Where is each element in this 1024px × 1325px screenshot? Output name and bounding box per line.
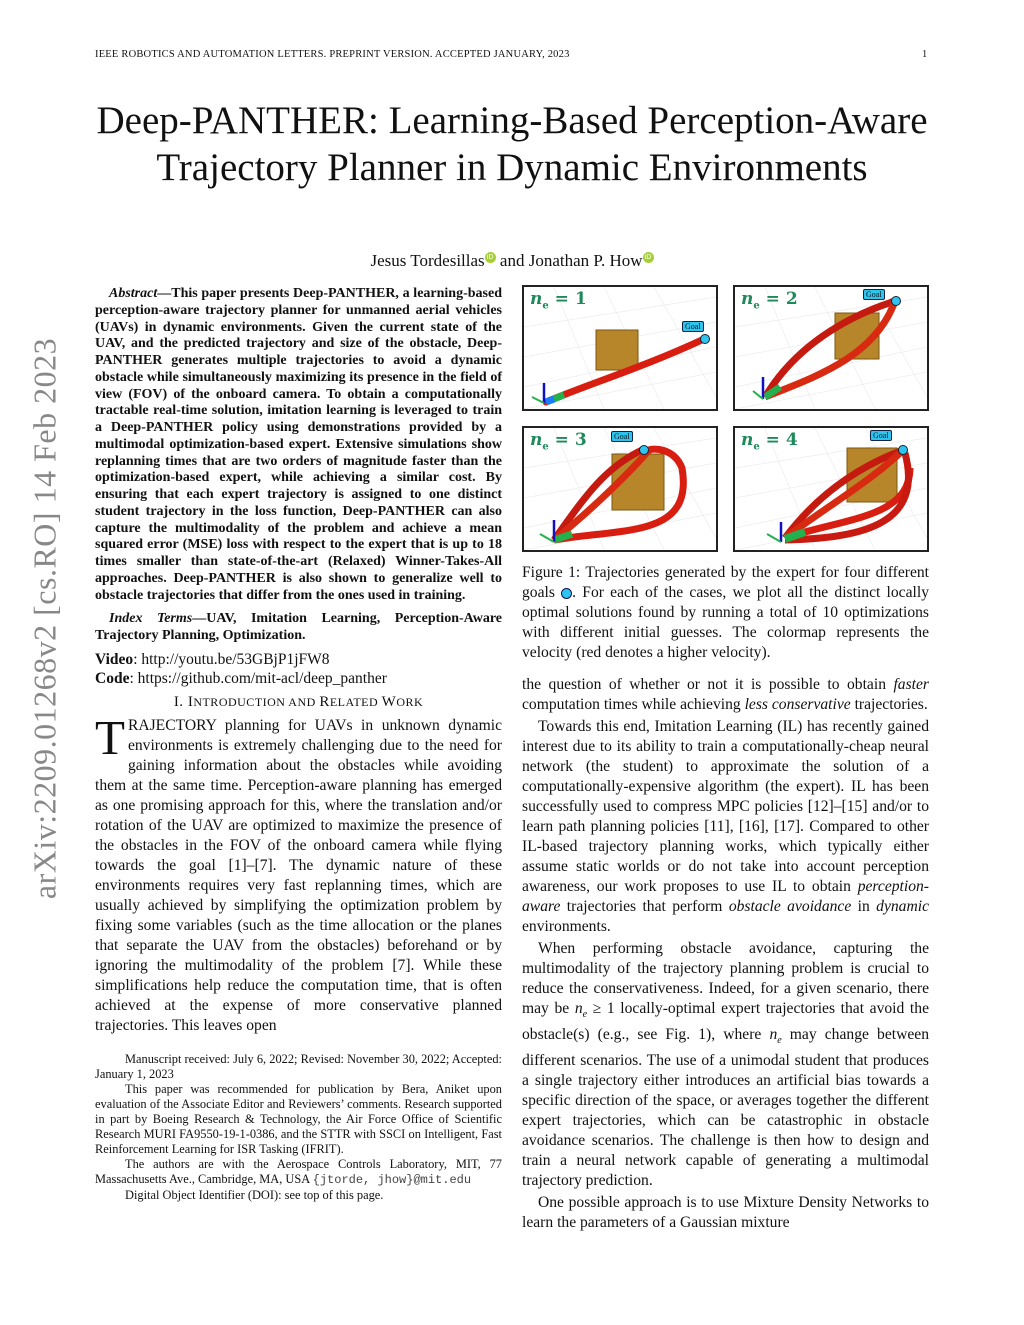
section-title-part: I xyxy=(187,693,194,710)
footnote-received: Manuscript received: July 6, 2022; Revised: November 30, 2022; Accepted: January 1, 2023 xyxy=(95,1051,502,1081)
ne-value: = 2 xyxy=(759,289,798,309)
ne-subscript: e xyxy=(542,441,549,453)
text: One possible approach is to use Mixture Density Networks to learn the parameters of a Gaussian mixture xyxy=(522,1194,929,1232)
ne-label xyxy=(530,430,587,452)
ne-label xyxy=(741,430,798,452)
goal-marker xyxy=(640,446,649,455)
emphasis: less conservative xyxy=(744,696,851,713)
figure-panel-2 xyxy=(733,285,929,411)
section-heading xyxy=(95,693,502,712)
footnotes xyxy=(95,1052,502,1203)
abstract-text: —This paper presents Deep-PANTHER, a learning-based perception-aware trajectory planner for unmanned aerial vehicles (UAVs) in dynamic environments. Given the current state of the UAV, and the predicted trajectory and size of the obstacle, Deep-PANTHER generates multiple trajectories to avoid a dynamic obstacle while simultaneously maximizing its presence in the field of view (FOV) of the onboard camera. To obtain a computationally tractable real-time solution, imitation learning is leveraged to train a Deep-PANTHER policy using demonstrations provided by a multimodal optimization-based expert. Extensive simulations show replanning times that are two orders of magnitude faster than the optimization-based expert, while achieving a similar cost. By ensuring that each expert trajectory is assigned to one distinct student trajectory in the loss function, Deep-PANTHER can also capture the multimodality of the problem and achieve a mean squared error (MSE) loss with respect to the expert that is up to 18 times smaller than state-of-the-art (Relaxed) Winner-Takes-All approaches. Deep-PANTHER is also shown to generalize well to obstacle trajectories that differ from the ones used in training. xyxy=(95,286,502,603)
links: Video: http://youtu.be/53GBjP1jFW8 Code: https://github.com/mit-acl/deep_panther xyxy=(95,650,387,687)
author-name: Jesus Tordesillas xyxy=(370,251,485,270)
math-sub: e xyxy=(582,1009,588,1021)
ne-value: = 4 xyxy=(759,430,798,450)
authors xyxy=(0,251,1024,271)
caption-text: . For each of the cases, we plot all the distinct locally optimal solutions found by running a total of 10 optimizations with different initial guesses. The colormap represents the velocity (red denotes a higher velocity). xyxy=(522,584,929,661)
text: trajectories. xyxy=(850,696,928,713)
paragraph-text: RAJECTORY planning for UAVs in unknown dynamic environments is extremely challenging due to the need for gaining information about the obstacles while avoiding them at the same time. Perception-aware planning has emerged as one promising approach for this, where the translation and/or rotation of the UAV are optimized to maximize the presence of the obstacles in the FOV of the onboard camera while flying towards the goal [1]–[7]. The dynamic nature of these environments requires very fast replanning times, which are usually achieved by simplifying the optimization problem by fixing some variables (such as the time allocation or the planes that separate the UAV from the obstacles) beforehand or by ignoring the multimodality of the problem [7]. While these simplifications help reduce the computation time, that is often achieved at the expense of more conservative planned trajectories. This leaves open xyxy=(95,716,502,1034)
abstract-label: Abstract xyxy=(109,286,158,301)
figure-caption xyxy=(522,563,929,663)
text: the question of whether or not it is possible to obtain xyxy=(522,676,894,693)
ne-symbol: n xyxy=(530,430,543,450)
text: Towards this end, Imitation Learning (IL) has recently gained interest due to its ability to train a computationally-cheap neural network (the student) to approximate the solution of a computationally-expensive algorithm (the expert). IL has been successfully used to compress MPC policies [12]–[15] and/or to learn path planning policies [11], [16], [17]. Compared to other IL-based trajectory planning works, which typically either assume static worlds or do not take into account perception awareness, our work proposes to use IL to obtain xyxy=(522,718,929,895)
footnote-doi: Digital Object Identifier (DOI): see top of this page. xyxy=(125,1187,384,1202)
goal-marker-icon xyxy=(561,588,572,599)
code-label: Code xyxy=(95,669,130,687)
goal-tag: Goal xyxy=(870,430,892,441)
text: in xyxy=(851,898,877,915)
ne-subscript: e xyxy=(753,300,760,312)
emphasis: faster xyxy=(893,676,929,693)
math: n xyxy=(769,1026,778,1044)
section-title-part: ELATED xyxy=(329,694,382,709)
ne-label xyxy=(530,289,587,311)
text: When performing obstacle avoidance, capturing the multimodality of the trajectory planning problem is crucial to reduce the conservativeness. Indeed, for a given scenario, there may be xyxy=(522,940,929,1017)
math: ≥ 1 xyxy=(587,1000,615,1017)
ne-value: = 3 xyxy=(548,430,587,450)
section-title-part: R xyxy=(319,693,330,710)
math: n xyxy=(574,1000,583,1017)
ne-subscript: e xyxy=(542,300,549,312)
caption-text: Figure 1: Trajectories generated by the expert for four different goals xyxy=(522,564,929,601)
figure-panel-4 xyxy=(733,426,929,552)
ne-subscript: e xyxy=(753,441,760,453)
text: may change between different scenarios. The use of a unimodal student that produces a single trajectory either introduces an artificial bias towards a specific direction of the space, or averages together the different expert trajectories, which can be catastrophic in obstacle avoidance scenarios. The challenge is then how to design and train a neural network capable of generating a multimodal trajectory prediction. xyxy=(522,1026,929,1190)
figure-panel-3 xyxy=(522,426,718,552)
text: computation times while achieving xyxy=(522,696,745,713)
section-number: I. xyxy=(173,693,184,710)
section-title-part: NTRODUCTION AND xyxy=(193,694,320,709)
ne-symbol: n xyxy=(530,289,543,309)
section-title-part: W xyxy=(381,693,397,710)
left-column xyxy=(95,286,502,1203)
goal-tag: Goal xyxy=(682,321,704,332)
goal-marker xyxy=(899,446,908,455)
email-link[interactable]: {jtorde, jhow}@mit.edu xyxy=(312,1172,472,1187)
section-title-part: ORK xyxy=(396,694,424,709)
text: trajectories that perform xyxy=(560,898,729,915)
index-terms-text: —UAV, Imitation Learning, Perception-Aware Trajectory Planning, Optimization. xyxy=(95,611,503,643)
text: locally-optimal expert trajectories that avoid the obstacle(s) (e.g., see Fig. 1), where xyxy=(522,1000,929,1044)
video-label: Video xyxy=(95,650,134,668)
right-column xyxy=(522,563,929,1233)
figure-panel-1 xyxy=(522,285,718,411)
ne-symbol: n xyxy=(741,430,754,450)
paragraph xyxy=(522,717,929,937)
orcid-icon[interactable]: iD xyxy=(643,252,654,263)
ne-symbol: n xyxy=(741,289,754,309)
intro-paragraph xyxy=(95,709,502,1036)
emphasis: perception-aware xyxy=(522,878,929,915)
paper-title: Deep-PANTHER: Learning-Based Perception-Aware Trajectory Planner in Dynamic Environments xyxy=(96,99,928,189)
paragraph xyxy=(522,939,929,1191)
index-terms xyxy=(95,611,502,645)
affiliation-text: The authors are with the Aerospace Controls Laboratory, MIT, 77 Massachusetts Ave., Cambridge, MA, USA xyxy=(95,1156,502,1186)
footnote-affiliation xyxy=(95,1157,502,1188)
obstacle-box xyxy=(596,330,638,370)
math-sub: e xyxy=(777,1035,782,1047)
paragraph xyxy=(522,675,929,715)
code-link[interactable]: https://github.com/mit-acl/deep_panther xyxy=(137,669,387,687)
abstract xyxy=(95,286,502,604)
goal-tag: Goal xyxy=(863,289,885,300)
arxiv-stamp: arXiv:2209.01268v2 [cs.RO] 14 Feb 2023 xyxy=(26,337,63,900)
ne-value: = 1 xyxy=(548,289,587,309)
page-number: 1 xyxy=(922,49,928,60)
goal-tag: Goal xyxy=(611,431,633,442)
text: environments. xyxy=(522,918,611,935)
goal-marker xyxy=(892,297,901,306)
running-head: IEEE ROBOTICS AND AUTOMATION LETTERS. PREPRINT VERSION. ACCEPTED JANUARY, 2023 xyxy=(95,49,570,60)
author-name: Jonathan P. How xyxy=(528,251,643,270)
author-conjunction: and xyxy=(499,251,525,270)
paragraph xyxy=(522,1193,929,1233)
orcid-icon[interactable]: iD xyxy=(485,252,496,263)
goal-marker xyxy=(701,335,710,344)
emphasis: dynamic xyxy=(876,898,929,915)
video-link[interactable]: http://youtu.be/53GBjP1jFW8 xyxy=(141,650,330,668)
footnote-recommended: This paper was recommended for publication by Bera, Aniket upon evaluation of the Associate Editor and Reviewers’ comments. Research supported in part by Boeing Research & Technology, the Air Force Office of Scientific Research MURI FA9550-19-1-0386, and the STTR with SSCI on Intelligent, Fast Reinforcement Learning for ISR Tasking (IFRIT). xyxy=(95,1081,502,1156)
ne-label xyxy=(741,289,798,311)
emphasis: obstacle avoidance xyxy=(728,898,852,915)
index-terms-label: Index Terms xyxy=(109,611,193,627)
drop-cap: T xyxy=(95,709,125,765)
